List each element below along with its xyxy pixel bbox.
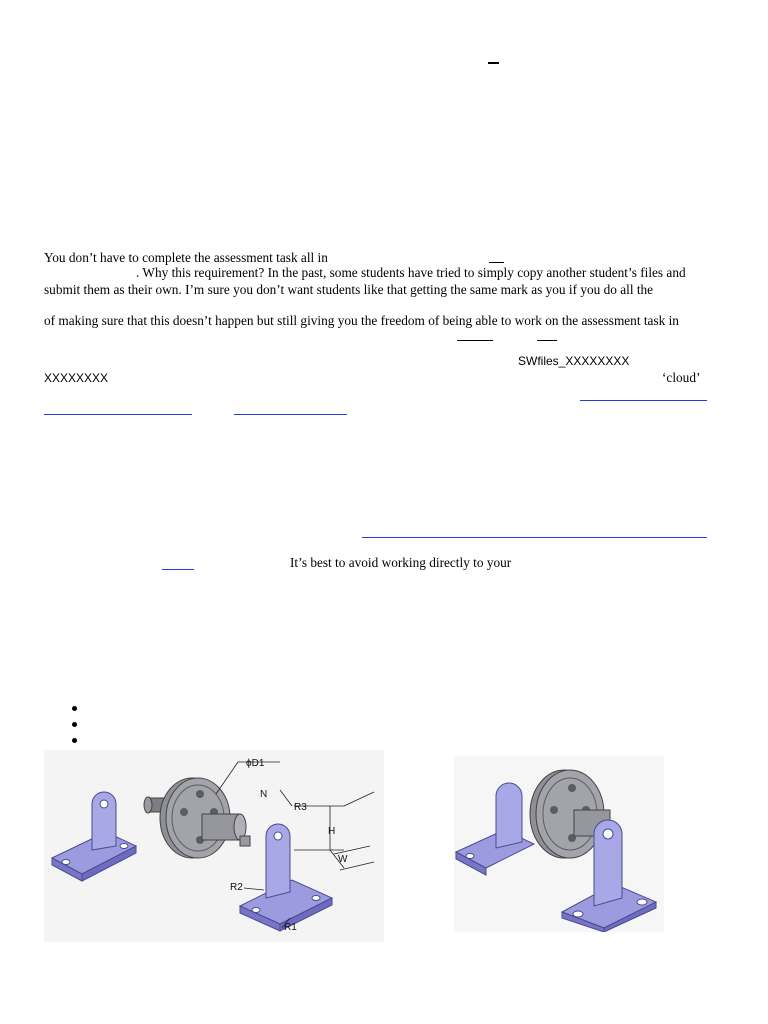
exploded-parts-figure: [44, 750, 384, 942]
swfiles-filename: SWfiles_XXXXXXXX: [518, 354, 630, 368]
label-d1: ϕD1: [246, 758, 265, 769]
hyperlink-4[interactable]: [362, 537, 707, 538]
cloud-term: ‘cloud’: [662, 370, 701, 385]
bullet-1: [72, 706, 77, 711]
student-id-placeholder: XXXXXXXX: [44, 371, 109, 385]
underline-mark-3: [537, 340, 557, 341]
paragraph-line-4: of making sure that this doesn’t happen but still giving you the freedom of being able to work on the assessment task in: [44, 313, 679, 328]
hyperlink-3[interactable]: [234, 414, 347, 415]
paragraph-line-2: . Why this requirement? In the past, some students have tried to simply copy another student’s files and: [136, 265, 686, 280]
underline-mark-1: [489, 262, 504, 263]
label-r3: R3: [294, 802, 307, 813]
hyperlink-1[interactable]: [580, 400, 707, 401]
assembled-part-figure: [454, 756, 664, 932]
bullet-3: [72, 738, 77, 743]
label-n: N: [260, 789, 268, 800]
header-dash: [488, 62, 499, 64]
underline-mark-2: [457, 340, 493, 341]
label-h: H: [328, 826, 336, 837]
label-w: W: [338, 854, 348, 865]
hyperlink-5[interactable]: [162, 569, 194, 570]
paragraph-line-1: You don’t have to complete the assessment task all in: [44, 250, 328, 265]
label-r2: R2: [230, 882, 243, 893]
hyperlink-2[interactable]: [44, 414, 192, 415]
bullet-2: [72, 722, 77, 727]
label-r1: R1: [284, 922, 297, 933]
avoid-sentence: It’s best to avoid working directly to your: [290, 555, 512, 570]
paragraph-line-3: submit them as their own. I’m sure you don’t want students like that getting the same mark as you if you do all the: [44, 282, 654, 297]
